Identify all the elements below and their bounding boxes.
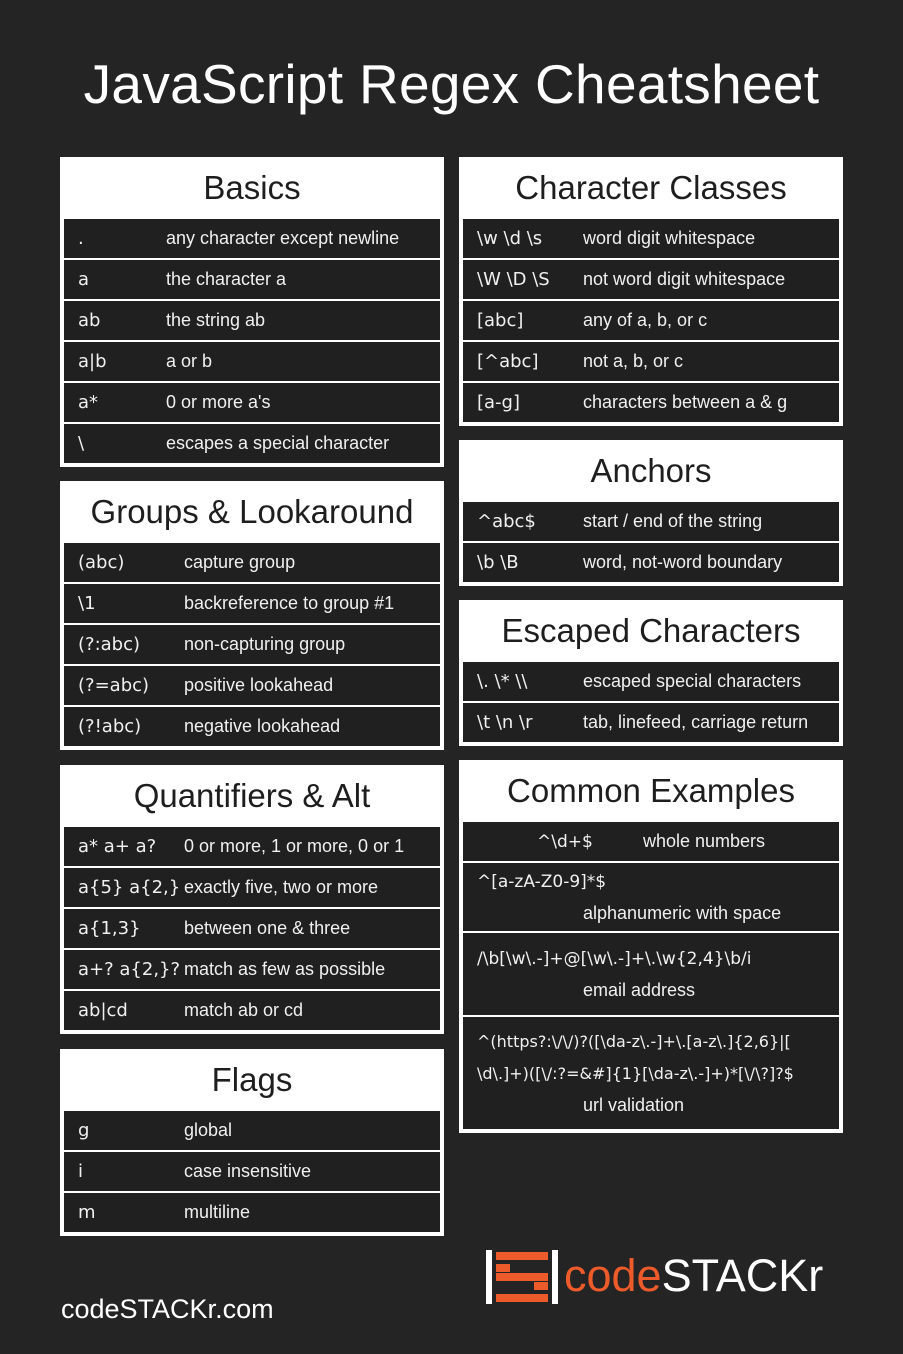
examples-title: Common Examples (507, 772, 795, 809)
regex-desc: negative lookahead (184, 716, 341, 736)
table-row (463, 383, 839, 422)
regex-desc: any character except newline (166, 228, 400, 248)
regex-desc: non-capturing group (184, 634, 346, 654)
escaped-title: Escaped Characters (501, 612, 801, 649)
table-row (64, 1152, 440, 1191)
regex-desc: match as few as possible (184, 959, 386, 979)
groups-title: Groups & Lookaround (90, 493, 414, 530)
regex-desc: global (184, 1120, 233, 1140)
table-row (64, 342, 440, 381)
table-row (463, 301, 839, 340)
regex-code: ^(https?:\/\/)?([\da-z\.-]+\.[a-z\.]{2,6}|[ (477, 1032, 791, 1051)
table-row (64, 1111, 440, 1150)
table-row (64, 707, 440, 746)
regex-desc: characters between a & g (583, 392, 788, 412)
escaped-card (459, 600, 843, 746)
table-row (64, 543, 440, 582)
table-row (64, 666, 440, 705)
regex-code: ab|cd (78, 1000, 128, 1021)
regex-code: (abc) (78, 552, 125, 573)
table-row (463, 260, 839, 299)
table-row (463, 863, 839, 931)
classes-card (459, 157, 843, 426)
regex-code: \t \n \r (477, 712, 533, 733)
table-row (463, 342, 839, 381)
table-row (463, 662, 839, 701)
quantifiers-title: Quantifiers & Alt (133, 777, 371, 814)
regex-code: a* (78, 392, 99, 413)
table-row (463, 502, 839, 541)
regex-code: [abc] (477, 310, 524, 331)
regex-code: a (78, 269, 90, 290)
regex-desc: start / end of the string (583, 511, 763, 531)
table-row (463, 703, 839, 742)
quantifiers-card (60, 765, 444, 1034)
regex-desc: not word digit whitespace (583, 269, 786, 289)
regex-desc: exactly five, two or more (184, 877, 379, 897)
regex-code: \. \* \\ (477, 671, 528, 692)
table-row (64, 625, 440, 664)
regex-code: (?=abc) (78, 675, 150, 696)
classes-title: Character Classes (515, 169, 787, 206)
basics-title: Basics (203, 169, 301, 206)
examples-card (459, 760, 843, 1133)
regex-desc: multiline (184, 1202, 251, 1222)
regex-desc: escapes a special character (166, 433, 390, 453)
brand-wordmark-part1: code (564, 1250, 662, 1301)
regex-desc: 0 or more a's (166, 392, 271, 412)
brand-wordmark-part2: STACKr (661, 1250, 824, 1301)
regex-code: \b \B (477, 552, 519, 573)
regex-code: ab (78, 310, 101, 331)
regex-desc: any of a, b, or c (583, 310, 708, 330)
table-row (64, 1193, 440, 1232)
regex-desc: email address (583, 980, 696, 1000)
brand-wordmark (564, 1250, 823, 1302)
regex-code: /\b[\w\.-]+@[\w\.-]+\.\w{2,4}\b/i (477, 949, 752, 969)
regex-desc: the character a (166, 269, 287, 289)
table-row (64, 827, 440, 866)
anchors-card (459, 440, 843, 586)
table-row (463, 543, 839, 582)
regex-code: m (78, 1202, 96, 1223)
anchors-title: Anchors (590, 452, 712, 489)
regex-desc: tab, linefeed, carriage return (583, 712, 809, 732)
table-row (64, 584, 440, 623)
table-row (64, 260, 440, 299)
table-row (64, 909, 440, 948)
table-row (64, 383, 440, 422)
regex-desc: whole numbers (642, 831, 766, 851)
regex-code: a|b (78, 351, 107, 372)
regex-desc: capture group (184, 552, 296, 572)
regex-code: a* a+ a? (78, 836, 157, 857)
footer-url[interactable]: codeSTACKr.com (61, 1294, 274, 1324)
groups-card (60, 481, 444, 750)
table-row (463, 933, 839, 1015)
regex-code: \W \D \S (477, 269, 550, 290)
regex-desc: alphanumeric with space (583, 903, 782, 923)
brand-logo (486, 1248, 836, 1308)
table-row (64, 424, 440, 463)
regex-code: i (78, 1161, 84, 1182)
regex-desc: 0 or more, 1 or more, 0 or 1 (184, 836, 405, 856)
stack-logo-icon (486, 1250, 558, 1306)
regex-desc: escaped special characters (583, 671, 802, 691)
regex-desc: word, not-word boundary (583, 552, 783, 572)
table-row (64, 950, 440, 989)
regex-code: a{1,3} (78, 918, 141, 939)
regex-desc: backreference to group #1 (184, 593, 395, 613)
regex-desc: case insensitive (184, 1161, 312, 1181)
table-row (463, 1017, 839, 1129)
regex-desc: not a, b, or c (583, 351, 684, 371)
regex-code: a+? a{2,}? (78, 959, 181, 980)
regex-desc: the string ab (166, 310, 266, 330)
regex-code: ^[a-zA-Z0-9]*$ (477, 872, 607, 892)
basics-card (60, 157, 444, 467)
regex-code: a{5} a{2,} (78, 877, 181, 898)
regex-code: [a-g] (477, 392, 520, 413)
regex-desc: a or b (166, 351, 213, 371)
regex-code: . (78, 228, 84, 249)
regex-code: [^abc] (477, 351, 539, 372)
page-title: JavaScript Regex Cheatsheet (83, 53, 820, 115)
regex-code: ^abc$ (477, 511, 536, 532)
table-row (463, 822, 839, 861)
regex-code: \w \d \s (477, 228, 543, 249)
regex-code: g (78, 1120, 90, 1141)
regex-desc: between one & three (184, 918, 351, 938)
table-row (64, 301, 440, 340)
regex-code: ^\d+$ (536, 831, 593, 852)
table-row (64, 991, 440, 1030)
flags-title: Flags (211, 1061, 293, 1098)
regex-code: \1 (78, 593, 96, 614)
regex-desc: url validation (583, 1095, 685, 1115)
regex-desc: match ab or cd (184, 1000, 304, 1020)
table-row (463, 219, 839, 258)
table-row (64, 219, 440, 258)
regex-desc: positive lookahead (184, 675, 334, 695)
regex-code: (?:abc) (78, 634, 141, 655)
regex-code: (?!abc) (78, 716, 142, 737)
flags-card (60, 1049, 444, 1236)
regex-code: \d\.]+)([\/:?=&#]{1}[\da-z\.-]+)*[\/\?]?$ (477, 1064, 794, 1083)
table-row (64, 868, 440, 907)
regex-desc: word digit whitespace (583, 228, 756, 248)
regex-code: \ (78, 433, 85, 454)
